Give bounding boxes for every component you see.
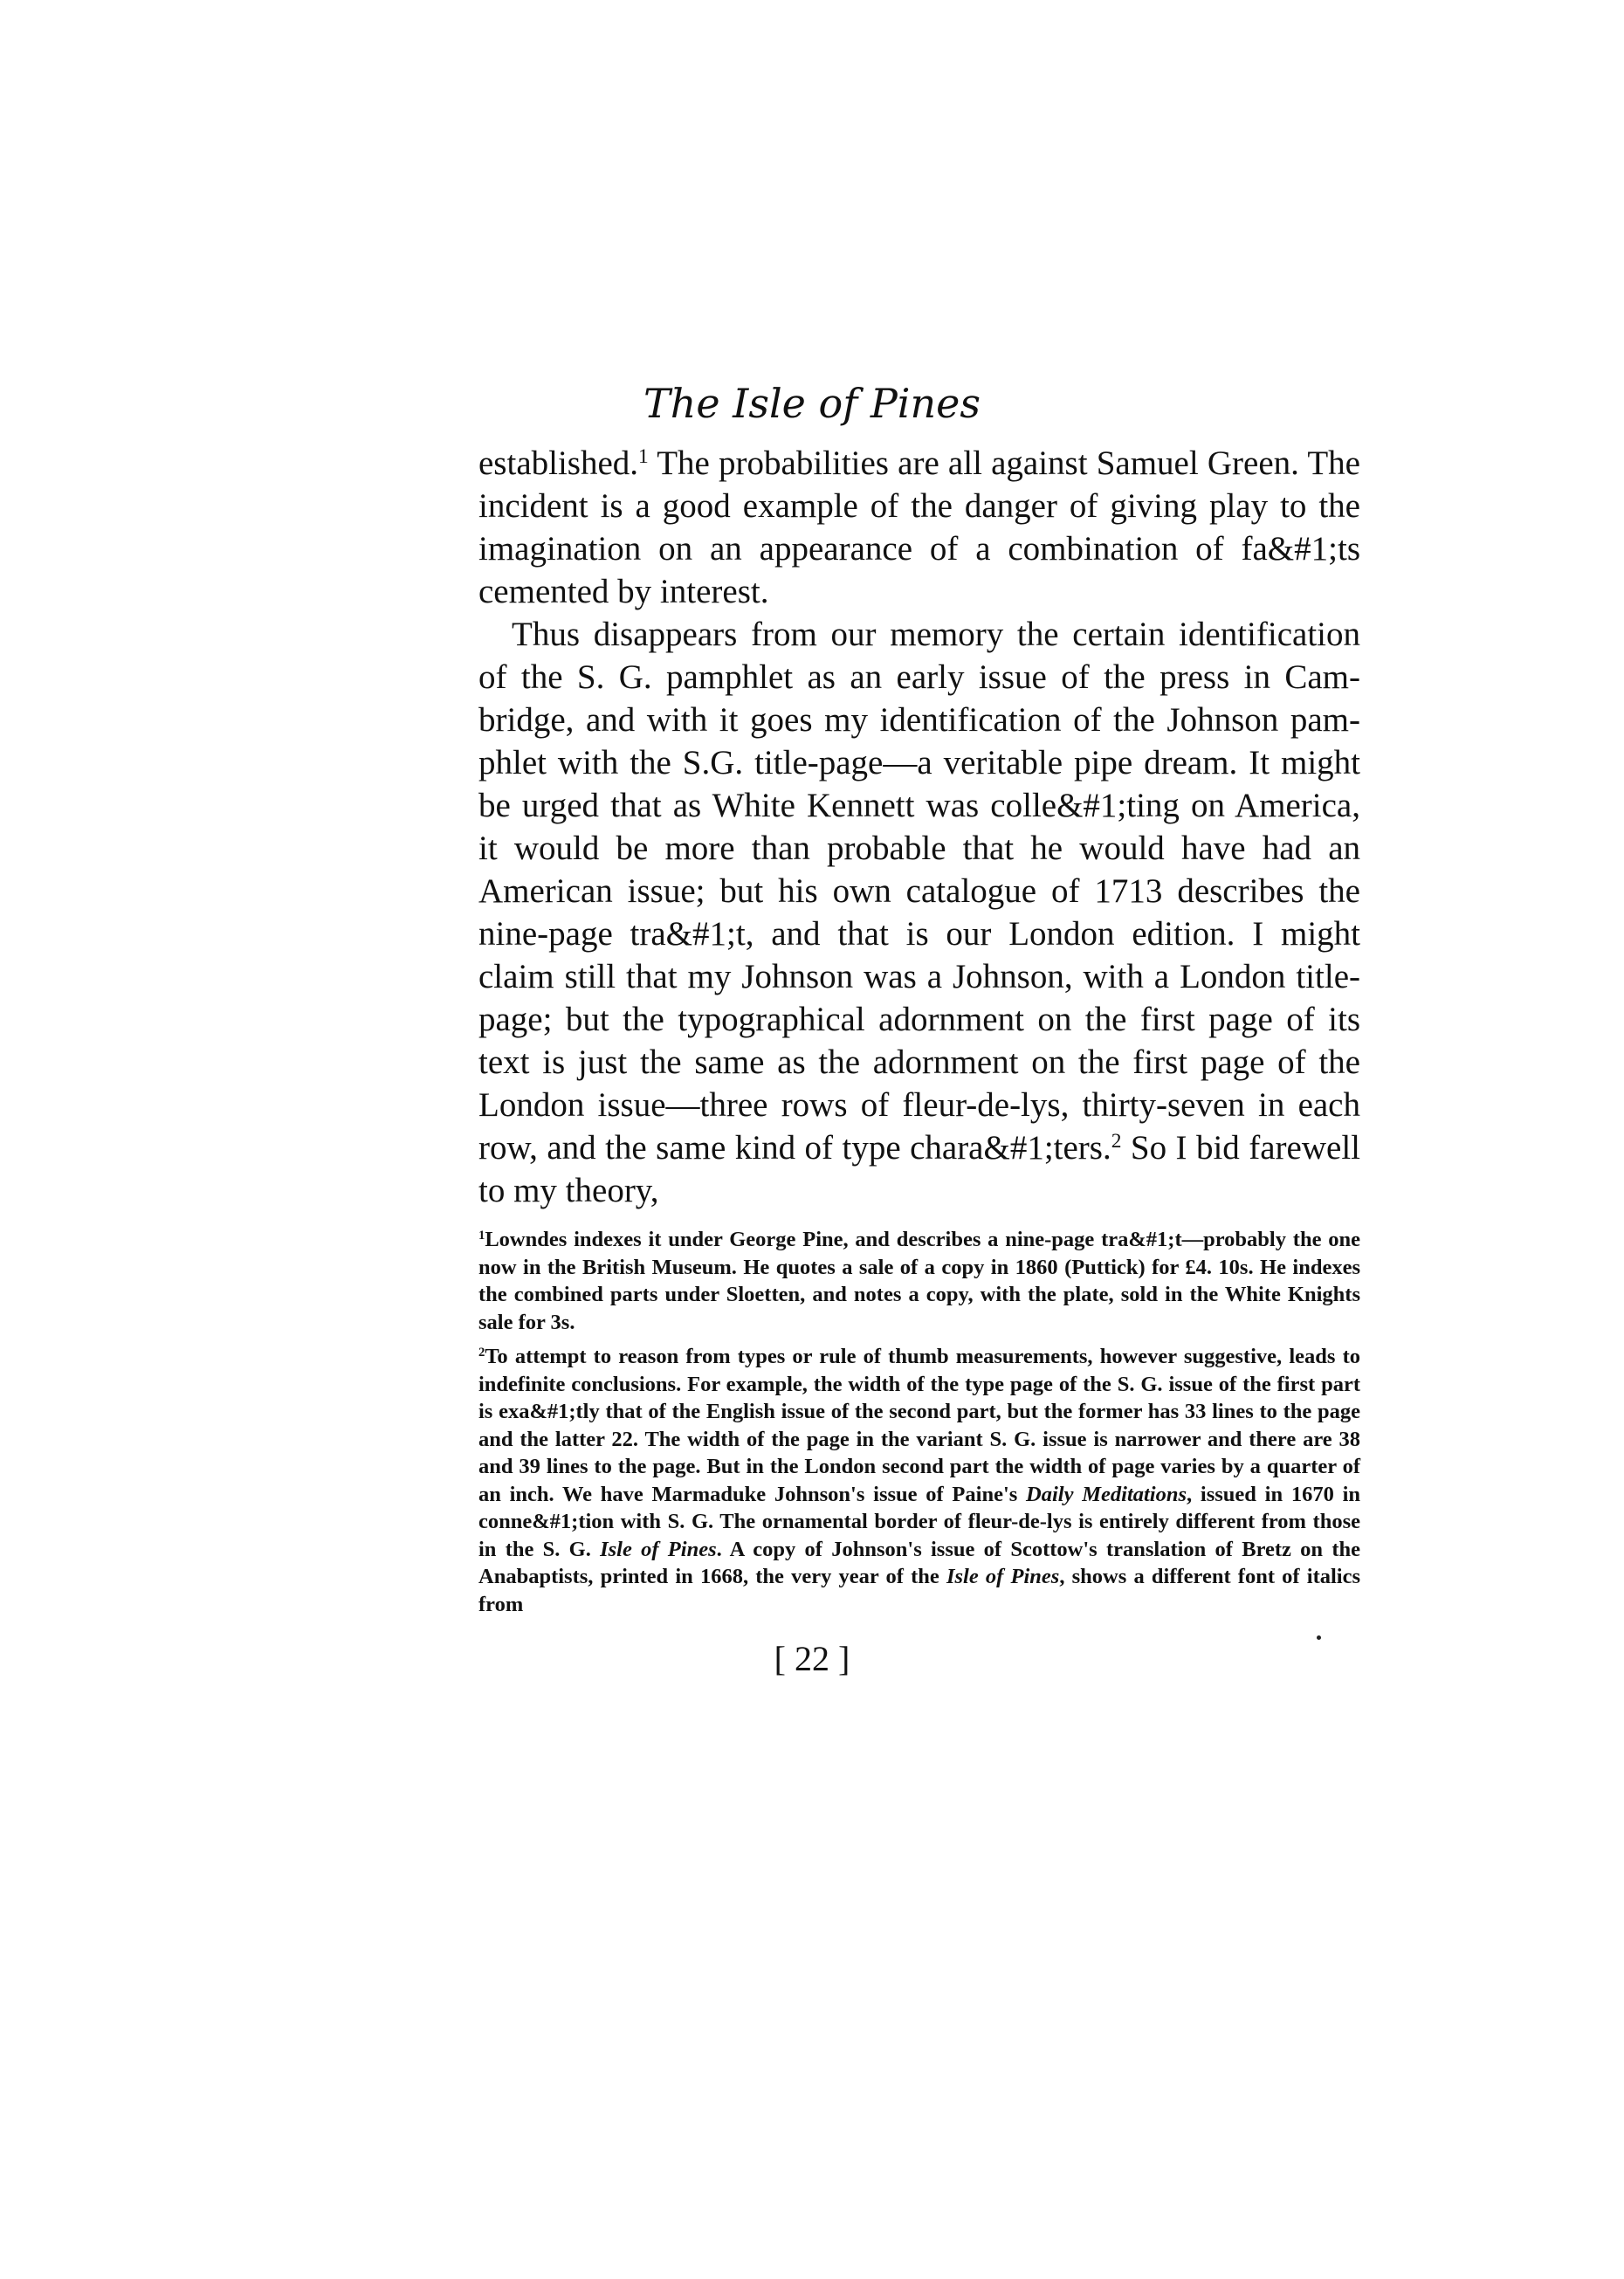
paragraph-text: Thus disappears from our memory the certain identification of the S. G. pamphlet as an early issue of the press in Cambridge, and with it goes my identification of the Johnson pamphlet with the S.G. title-page—a veritable pipe dream. It might be urged that as White Kennett was colle&#1;ting on America, it would be more than probable that he would have had an American issue; but his own catalogue of 1713 describes the nine-page tra&#1;t, and that is our London edition. I might claim still that my Johnson was a Johnson, with a London title-page; but the typographical adornment on the first page of its text is just the same as the adornment on the first page of the London issue—three rows of fleur-de-lys, thirty-seven in each row, and the same kind of type chara&#1;ters. bbox=[478, 616, 1360, 1167]
paragraph-text: So I bid farewell to my theory, bbox=[478, 1129, 1360, 1209]
footnote-text: , issued in 1670 in conne&#1;tion with S. G. The ornamental border of fleur-de-lys is entirely different from those in the S. G. bbox=[478, 1482, 1361, 1561]
book-title: Daily Meditations bbox=[1026, 1482, 1187, 1506]
book-title: Isle of Pines bbox=[600, 1537, 717, 1561]
book-title: Isle of Pines bbox=[946, 1565, 1060, 1588]
footnote-reference-2: 2 bbox=[1111, 1130, 1122, 1153]
page-number: [ 22 ] bbox=[774, 1639, 850, 1678]
footnotes bbox=[478, 1226, 1360, 1618]
footnote-1 bbox=[478, 1226, 1360, 1336]
body-paragraph-1 bbox=[478, 442, 1360, 613]
paragraph-text: The probabilities are all against Samuel Green. The incident is a good example of the danger of giving play to the imagination on an appearance of a combination of fa&#1;ts cemented by interest. bbox=[478, 444, 1360, 610]
print-speck bbox=[1317, 1635, 1321, 1640]
footnote-text: , shows a different font of italics from bbox=[478, 1565, 1360, 1616]
footnote-reference-1: 1 bbox=[638, 445, 649, 469]
paragraph-text: established. bbox=[478, 444, 639, 482]
running-head: The Isle of Pines bbox=[643, 380, 981, 427]
footnote-marker: 2 bbox=[478, 1345, 485, 1360]
footnote-text: Lowndes indexes it under George Pine, and describes a nine-page tra&#1;t—probably the one now in the British Museum. He quotes a sale of a copy in 1860 (Puttick) for £4. 10s. He indexes the combined parts under Sloetten, and notes a copy, with the plate, sold in the White Knights sale for 3s. bbox=[478, 1228, 1360, 1334]
text-block bbox=[478, 442, 1360, 1625]
footnote-text: . A copy of Johnson's issue of Scottow's translation of Bretz on the Anabaptists, printed in 1668, the very year of the bbox=[478, 1537, 1360, 1588]
body-paragraph-2 bbox=[478, 613, 1360, 1212]
footnote-2 bbox=[478, 1343, 1360, 1618]
footnote-marker: 1 bbox=[478, 1228, 485, 1243]
footnote-text: To attempt to reason from types or rule of thumb measurements, however suggestive, leads to indefinite conclusions. For example, the width of the type page of the S. G. issue of the first part is exa&#1;tly that of the English issue of the second part, but the former has 33 lines to the page and the latter 22. The width of the page in the variant S. G. issue is narrower and there are 38 and 39 lines to the page. But in the London second part the width of page varies by a quarter of an inch. We have Marmaduke Johnson's issue of Paine's bbox=[478, 1345, 1360, 1506]
